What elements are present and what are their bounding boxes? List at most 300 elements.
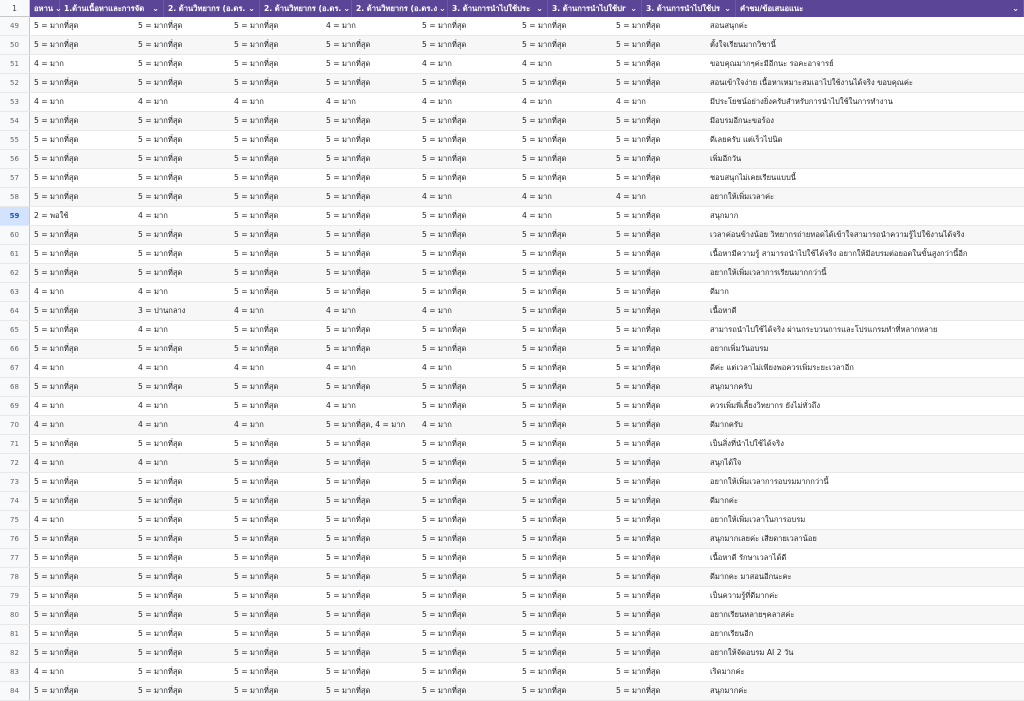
row-number[interactable]: 79 [0, 587, 30, 605]
table-cell[interactable]: 5 = มากที่สุด [138, 629, 183, 638]
table-cell[interactable]: 5 = มากที่สุด [234, 59, 279, 68]
table-cell[interactable]: 5 = มากที่สุด [234, 496, 279, 505]
table-cell[interactable]: 4 = มาก [422, 420, 452, 429]
row-number[interactable]: 71 [0, 435, 30, 453]
table-cell[interactable]: 5 = มากที่สุด [422, 610, 467, 619]
table-cell[interactable]: 5 = มากที่สุด [326, 534, 371, 543]
column-header-5[interactable] [448, 0, 548, 17]
table-cell[interactable]: 4 = มาก [34, 287, 64, 296]
chevron-down-icon[interactable]: ⌄ [439, 4, 446, 13]
row-number[interactable]: 52 [0, 74, 30, 92]
table-cell[interactable]: สามารถนำไปใช้ได้จริง ผ่านกระบวนการและโปรแกรมทำที่หลากหลาย [710, 325, 938, 334]
table-cell[interactable]: 5 = มากที่สุด [34, 344, 79, 353]
table-cell[interactable]: 5 = มากที่สุด [234, 648, 279, 657]
table-cell[interactable]: มีอบรมอีกนะขอร้อง [710, 116, 774, 125]
table-cell[interactable]: 5 = มากที่สุด [616, 477, 661, 486]
table-cell[interactable]: 2 = พอใช้ [34, 211, 69, 220]
table-cell[interactable]: 4 = มาก [616, 192, 646, 201]
table-cell[interactable]: 5 = มากที่สุด [422, 154, 467, 163]
table-cell[interactable]: 5 = มากที่สุด [522, 78, 567, 87]
row-number[interactable]: 62 [0, 264, 30, 282]
row-number[interactable]: 56 [0, 150, 30, 168]
table-cell[interactable]: 5 = มากที่สุด [234, 116, 279, 125]
table-cell[interactable]: 5 = มากที่สุด [138, 59, 183, 68]
row-number[interactable]: 55 [0, 131, 30, 149]
table-cell[interactable]: 5 = มากที่สุด [326, 192, 371, 201]
table-cell[interactable]: 5 = มากที่สุด [34, 21, 79, 30]
table-cell[interactable]: 5 = มากที่สุด [522, 268, 567, 277]
table-cell[interactable]: 5 = มากที่สุด [138, 230, 183, 239]
table-cell[interactable]: 5 = มากที่สุด [34, 306, 79, 315]
table-cell[interactable]: 5 = มากที่สุด [34, 648, 79, 657]
table-cell[interactable]: 5 = มากที่สุด [616, 686, 661, 695]
row-number[interactable]: 64 [0, 302, 30, 320]
table-cell[interactable]: 5 = มากที่สุด [326, 477, 371, 486]
table-cell[interactable]: 5 = มากที่สุด [326, 211, 371, 220]
table-cell[interactable]: 4 = มาก [522, 211, 552, 220]
table-cell[interactable]: 5 = มากที่สุด [234, 154, 279, 163]
table-cell[interactable]: 4 = มาก [138, 325, 168, 334]
row-number[interactable]: 59 [0, 207, 30, 225]
table-cell[interactable]: 5 = มากที่สุด [138, 667, 183, 676]
table-cell[interactable]: 5 = มากที่สุด [34, 477, 79, 486]
row-number[interactable]: 51 [0, 55, 30, 73]
table-cell[interactable]: 5 = มากที่สุด [34, 686, 79, 695]
table-cell[interactable]: 5 = มากที่สุด [616, 401, 661, 410]
column-header-7[interactable] [642, 0, 736, 17]
table-cell[interactable]: 5 = มากที่สุด [34, 610, 79, 619]
table-cell[interactable]: 5 = มากที่สุด [326, 629, 371, 638]
table-cell[interactable]: เนื้อหาดี [710, 306, 737, 315]
table-cell[interactable]: 5 = มากที่สุด [522, 477, 567, 486]
table-cell[interactable]: 5 = มากที่สุด [422, 515, 467, 524]
table-cell[interactable]: 5 = มากที่สุด [138, 192, 183, 201]
table-cell[interactable]: 5 = มากที่สุด [138, 591, 183, 600]
column-header-4[interactable] [352, 0, 448, 17]
table-cell[interactable]: 5 = มากที่สุด [616, 439, 661, 448]
table-cell[interactable]: 5 = มากที่สุด [616, 496, 661, 505]
table-cell[interactable]: 4 = มาก [138, 458, 168, 467]
table-cell[interactable]: ดีมากครับ [710, 420, 743, 429]
table-cell[interactable]: 5 = มากที่สุด [616, 78, 661, 87]
table-cell[interactable]: 5 = มากที่สุด [616, 306, 661, 315]
table-cell[interactable]: 5 = มากที่สุด [234, 325, 279, 334]
table-cell[interactable]: 5 = มากที่สุด [522, 496, 567, 505]
table-cell[interactable]: 5 = มากที่สุด [616, 363, 661, 372]
table-cell[interactable]: 5 = มากที่สุด [522, 230, 567, 239]
table-cell[interactable]: 5 = มากที่สุด [422, 667, 467, 676]
table-cell[interactable]: 5 = มากที่สุด [522, 648, 567, 657]
table-cell[interactable]: อยากให้เพิ่มเวลาการเรียนมากกว่านี้ [710, 268, 827, 277]
table-cell[interactable]: 5 = มากที่สุด [138, 553, 183, 562]
table-cell[interactable]: 5 = มากที่สุด [522, 591, 567, 600]
table-cell[interactable]: 4 = มาก [138, 420, 168, 429]
table-cell[interactable]: 5 = มากที่สุด [522, 534, 567, 543]
table-cell[interactable]: 5 = มากที่สุด [422, 249, 467, 258]
table-cell[interactable]: อยากเรียนหลายๆคลาสค่ะ [710, 610, 795, 619]
table-cell[interactable]: สนุกมากครับ [710, 382, 753, 391]
chevron-down-icon[interactable]: ⌄ [724, 4, 731, 13]
table-cell[interactable]: 5 = มากที่สุด [616, 344, 661, 353]
column-header-1[interactable] [60, 0, 164, 17]
table-cell[interactable]: 5 = มากที่สุด [34, 572, 79, 581]
table-cell[interactable]: 5 = มากที่สุด [138, 40, 183, 49]
table-cell[interactable]: 5 = มากที่สุด [234, 40, 279, 49]
table-cell[interactable]: ดีมากค่ะ [710, 496, 738, 505]
table-cell[interactable]: 5 = มากที่สุด [326, 382, 371, 391]
table-cell[interactable]: 5 = มากที่สุด [522, 667, 567, 676]
table-cell[interactable]: อยากให้เพิ่มเวลาค่ะ [710, 192, 775, 201]
table-cell[interactable]: 5 = มากที่สุด [522, 572, 567, 581]
table-cell[interactable]: 5 = มากที่สุด [234, 382, 279, 391]
row-number[interactable]: 65 [0, 321, 30, 339]
table-cell[interactable]: 5 = มากที่สุด [522, 116, 567, 125]
table-cell[interactable]: 4 = มาก [326, 401, 356, 410]
table-cell[interactable]: เพิ่มอีกวัน [710, 154, 742, 163]
table-cell[interactable]: 5 = มากที่สุด [234, 515, 279, 524]
column-header-2[interactable] [164, 0, 260, 17]
table-cell[interactable]: 5 = มากที่สุด [522, 154, 567, 163]
table-cell[interactable]: 5 = มากที่สุด [234, 458, 279, 467]
table-cell[interactable]: 5 = มากที่สุด [422, 629, 467, 638]
table-cell[interactable]: 5 = มากที่สุด [234, 553, 279, 562]
table-cell[interactable]: 5 = มากที่สุด [234, 249, 279, 258]
table-cell[interactable]: 4 = มาก [34, 515, 64, 524]
table-cell[interactable]: 5 = มากที่สุด [138, 496, 183, 505]
table-cell[interactable]: 5 = มากที่สุด [138, 268, 183, 277]
table-cell[interactable]: 4 = มาก [234, 97, 264, 106]
table-cell[interactable]: 5 = มากที่สุด [326, 553, 371, 562]
table-cell[interactable]: 5 = มากที่สุด [616, 458, 661, 467]
table-cell[interactable]: 5 = มากที่สุด [422, 401, 467, 410]
table-cell[interactable]: มีประโยชน์อย่างยิ่งครับสำหรับการนำไปใช้ในการทำงาน [710, 97, 893, 106]
table-cell[interactable]: 4 = มาก [616, 97, 646, 106]
table-cell[interactable]: เนื้อหาดี รักษาเวลาได้ดี [710, 553, 787, 562]
table-cell[interactable]: อยากให้จัดอบรม AI 2 วัน [710, 648, 794, 657]
table-cell[interactable]: 5 = มากที่สุด [616, 249, 661, 258]
table-cell[interactable]: 5 = มากที่สุด [138, 382, 183, 391]
row-number[interactable]: 84 [0, 682, 30, 700]
table-cell[interactable]: สนุกมากเลยค่ะ เสียดายเวลาน้อย [710, 534, 817, 543]
table-cell[interactable]: 5 = มากที่สุด [616, 667, 661, 676]
table-cell[interactable]: ดีมาก [710, 287, 729, 296]
table-cell[interactable]: 5 = มากที่สุด [326, 268, 371, 277]
table-cell[interactable]: 5 = มากที่สุด [522, 249, 567, 258]
table-cell[interactable]: 4 = มาก [34, 667, 64, 676]
table-cell[interactable]: 5 = มากที่สุด [326, 591, 371, 600]
table-cell[interactable]: 5 = มากที่สุด [422, 173, 467, 182]
table-cell[interactable]: 5 = มากที่สุด [138, 154, 183, 163]
table-cell[interactable]: 5 = มากที่สุด [522, 629, 567, 638]
table-cell[interactable]: 5 = มากที่สุด [522, 40, 567, 49]
table-cell[interactable]: 5 = มากที่สุด [234, 344, 279, 353]
table-cell[interactable]: 4 = มาก [326, 97, 356, 106]
chevron-down-icon[interactable]: ⌄ [248, 4, 255, 13]
table-cell[interactable]: 5 = มากที่สุด [34, 249, 79, 258]
table-cell[interactable]: อยากเพิ่มวันอบรม [710, 344, 769, 353]
table-cell[interactable]: 5 = มากที่สุด [34, 268, 79, 277]
table-cell[interactable]: 5 = มากที่สุด [422, 21, 467, 30]
row-number[interactable]: 63 [0, 283, 30, 301]
row-number[interactable]: 81 [0, 625, 30, 643]
table-cell[interactable]: 5 = มากที่สุด [234, 610, 279, 619]
table-cell[interactable]: 4 = มาก [326, 363, 356, 372]
row-number[interactable]: 67 [0, 359, 30, 377]
table-cell[interactable]: 5 = มากที่สุด [138, 78, 183, 87]
row-number[interactable]: 73 [0, 473, 30, 491]
table-cell[interactable]: 5 = มากที่สุด [522, 686, 567, 695]
table-cell[interactable]: 5 = มากที่สุด [422, 477, 467, 486]
chevron-down-icon[interactable]: ⌄ [630, 4, 637, 13]
table-cell[interactable]: 4 = มาก [138, 211, 168, 220]
table-cell[interactable]: ควรเพิ่มพี่เลี้ยงวิทยากร ยังไม่ทั่วถึง [710, 401, 821, 410]
table-cell[interactable]: 5 = มากที่สุด [522, 325, 567, 334]
table-cell[interactable]: 5 = มากที่สุด [326, 287, 371, 296]
column-header-8[interactable] [736, 0, 1024, 17]
table-cell[interactable]: เป็นความรู้ที่ดีมากค่ะ [710, 591, 779, 600]
table-cell[interactable]: 5 = มากที่สุด [422, 268, 467, 277]
table-cell[interactable]: 4 = มาก [422, 59, 452, 68]
table-cell[interactable]: 5 = มากที่สุด [522, 553, 567, 562]
table-cell[interactable]: 4 = มาก [422, 97, 452, 106]
table-cell[interactable]: เวลาค่อนข้างน้อย วิทยากรถ่ายทอดได้เข้าใจสามารถนำความรู้ไปใช้งานได้จริง [710, 230, 965, 239]
table-cell[interactable]: 4 = มาก [34, 420, 64, 429]
table-cell[interactable]: 5 = มากที่สุด [616, 268, 661, 277]
table-cell[interactable]: 5 = มากที่สุด [326, 173, 371, 182]
table-cell[interactable]: 5 = มากที่สุด [326, 686, 371, 695]
table-cell[interactable]: 5 = มากที่สุด [422, 287, 467, 296]
table-cell[interactable]: 5 = มากที่สุด [138, 610, 183, 619]
row-number[interactable]: 77 [0, 549, 30, 567]
chevron-down-icon[interactable]: ⌄ [1012, 4, 1019, 13]
table-cell[interactable]: 5 = มากที่สุด [616, 325, 661, 334]
table-cell[interactable]: 4 = มาก [34, 59, 64, 68]
table-cell[interactable]: 4 = มาก [522, 97, 552, 106]
table-cell[interactable]: เนื้อหามีความรู้ สามารถนำไปใช้ได้จริง อยากให้มีอบรมต่อยอดในขั้นสูงกว่านี้อีก [710, 249, 968, 258]
table-cell[interactable]: 4 = มาก [522, 192, 552, 201]
table-cell[interactable]: 4 = มาก [234, 363, 264, 372]
table-cell[interactable]: สอนเข้าใจง่าย เนื้อหาเหมาะสมเอาไปใช้งานได้จริง ขอบคุณค่ะ [710, 78, 913, 87]
table-cell[interactable]: 5 = มากที่สุด [522, 21, 567, 30]
table-cell[interactable]: 4 = มาก [34, 97, 64, 106]
table-cell[interactable]: 5 = มากที่สุด [522, 515, 567, 524]
row-number[interactable]: 54 [0, 112, 30, 130]
chevron-down-icon[interactable]: ⌄ [152, 4, 159, 13]
table-cell[interactable]: 5 = มากที่สุด [616, 629, 661, 638]
table-cell[interactable]: 4 = มาก [34, 401, 64, 410]
table-cell[interactable]: 5 = มากที่สุด, 4 = มาก [326, 420, 406, 429]
table-cell[interactable]: 4 = มาก [326, 306, 356, 315]
table-cell[interactable]: 5 = มากที่สุด [422, 439, 467, 448]
table-cell[interactable]: อยากให้เพิ่มเวลาการอบรมมากกว่านี้ [710, 477, 829, 486]
table-cell[interactable]: 5 = มากที่สุด [616, 211, 661, 220]
table-cell[interactable]: 5 = มากที่สุด [422, 344, 467, 353]
table-cell[interactable]: 5 = มากที่สุด [422, 496, 467, 505]
table-cell[interactable]: 5 = มากที่สุด [234, 534, 279, 543]
table-cell[interactable]: 5 = มากที่สุด [138, 477, 183, 486]
table-cell[interactable]: 5 = มากที่สุด [326, 648, 371, 657]
table-cell[interactable]: 5 = มากที่สุด [234, 572, 279, 581]
chevron-down-icon[interactable]: ⌄ [55, 4, 62, 13]
table-cell[interactable]: 5 = มากที่สุด [326, 249, 371, 258]
row-number[interactable]: 82 [0, 644, 30, 662]
table-cell[interactable]: 5 = มากที่สุด [522, 135, 567, 144]
table-cell[interactable]: 5 = มากที่สุด [522, 401, 567, 410]
table-cell[interactable]: 5 = มากที่สุด [326, 610, 371, 619]
table-cell[interactable]: 4 = มาก [422, 363, 452, 372]
table-cell[interactable]: 5 = มากที่สุด [616, 648, 661, 657]
row-number[interactable]: 53 [0, 93, 30, 111]
table-cell[interactable]: 5 = มากที่สุด [34, 629, 79, 638]
table-cell[interactable]: 5 = มากที่สุด [326, 439, 371, 448]
table-cell[interactable]: 5 = มากที่สุด [616, 21, 661, 30]
table-cell[interactable]: 4 = มาก [34, 458, 64, 467]
row-number[interactable]: 57 [0, 169, 30, 187]
column-header-3[interactable] [260, 0, 352, 17]
table-cell[interactable]: เริดมากค่ะ [710, 667, 745, 676]
table-cell[interactable]: 5 = มากที่สุด [616, 515, 661, 524]
corner-cell[interactable]: 1 [0, 0, 30, 17]
table-cell[interactable]: 5 = มากที่สุด [234, 686, 279, 695]
row-number[interactable]: 50 [0, 36, 30, 54]
table-cell[interactable]: 5 = มากที่สุด [616, 382, 661, 391]
table-cell[interactable]: 5 = มากที่สุด [34, 553, 79, 562]
table-cell[interactable]: 5 = มากที่สุด [616, 572, 661, 581]
table-cell[interactable]: 5 = มากที่สุด [616, 173, 661, 182]
table-cell[interactable]: 5 = มากที่สุด [326, 40, 371, 49]
table-cell[interactable]: 5 = มากที่สุด [138, 135, 183, 144]
table-cell[interactable]: ขอบคุณมากๆค่ะมีอีกนะ รอคะอาจารย์ [710, 59, 834, 68]
table-cell[interactable]: 5 = มากที่สุด [138, 173, 183, 182]
table-cell[interactable]: 5 = มากที่สุด [234, 230, 279, 239]
table-cell[interactable]: 5 = มากที่สุด [522, 363, 567, 372]
table-cell[interactable]: 4 = มาก [422, 306, 452, 315]
table-cell[interactable]: 5 = มากที่สุด [616, 135, 661, 144]
table-cell[interactable]: 5 = มากที่สุด [34, 534, 79, 543]
table-cell[interactable]: 5 = มากที่สุด [138, 344, 183, 353]
table-cell[interactable]: 5 = มากที่สุด [422, 382, 467, 391]
table-cell[interactable]: 5 = มากที่สุด [326, 515, 371, 524]
table-cell[interactable]: 5 = มากที่สุด [522, 173, 567, 182]
table-cell[interactable]: 5 = มากที่สุด [34, 78, 79, 87]
table-cell[interactable]: 5 = มากที่สุด [616, 230, 661, 239]
table-cell[interactable]: อยากเรียนอีก [710, 629, 754, 638]
row-number[interactable]: 72 [0, 454, 30, 472]
table-cell[interactable]: 5 = มากที่สุด [326, 667, 371, 676]
table-cell[interactable]: 5 = มากที่สุด [422, 591, 467, 600]
table-cell[interactable]: 5 = มากที่สุด [616, 116, 661, 125]
table-cell[interactable]: สอนสนุกค่ะ [710, 21, 748, 30]
table-cell[interactable]: 5 = มากที่สุด [138, 648, 183, 657]
table-cell[interactable]: 5 = มากที่สุด [234, 268, 279, 277]
table-cell[interactable]: 5 = มากที่สุด [234, 78, 279, 87]
table-cell[interactable]: 5 = มากที่สุด [234, 439, 279, 448]
table-cell[interactable]: 5 = มากที่สุด [34, 496, 79, 505]
row-number[interactable]: 69 [0, 397, 30, 415]
table-cell[interactable]: 5 = มากที่สุด [616, 154, 661, 163]
table-cell[interactable]: 4 = มาก [234, 420, 264, 429]
table-cell[interactable]: 5 = มากที่สุด [34, 192, 79, 201]
table-cell[interactable]: 5 = มากที่สุด [138, 534, 183, 543]
table-cell[interactable]: ดีมากคะ มาสอนอีกนะคะ [710, 572, 792, 581]
table-cell[interactable]: 5 = มากที่สุด [616, 610, 661, 619]
table-cell[interactable]: 5 = มากที่สุด [326, 230, 371, 239]
table-cell[interactable]: 5 = มากที่สุด [34, 40, 79, 49]
table-cell[interactable]: 5 = มากที่สุด [34, 154, 79, 163]
row-number[interactable]: 80 [0, 606, 30, 624]
table-cell[interactable]: 5 = มากที่สุด [138, 116, 183, 125]
row-number[interactable]: 70 [0, 416, 30, 434]
table-cell[interactable]: สนุกได้ใจ [710, 458, 742, 467]
table-cell[interactable]: 5 = มากที่สุด [422, 116, 467, 125]
table-cell[interactable]: 5 = มากที่สุด [34, 382, 79, 391]
table-cell[interactable]: 5 = มากที่สุด [234, 629, 279, 638]
table-cell[interactable]: 5 = มากที่สุด [34, 591, 79, 600]
table-cell[interactable]: 5 = มากที่สุด [422, 325, 467, 334]
table-cell[interactable]: ชอบสนุกไม่เคยเรียนแบบนี้ [710, 173, 796, 182]
table-cell[interactable]: 5 = มากที่สุด [422, 572, 467, 581]
table-cell[interactable]: 5 = มากที่สุด [422, 534, 467, 543]
table-cell[interactable]: สนุกมาก [710, 211, 739, 220]
table-cell[interactable]: ดีค่ะ แต่เวลาไม่เพียงพอควรเพิ่มระยะเวลาอีก [710, 363, 854, 372]
table-cell[interactable]: 5 = มากที่สุด [522, 610, 567, 619]
table-cell[interactable]: 5 = มากที่สุด [422, 553, 467, 562]
table-cell[interactable]: สนุกมากค่ะ [710, 686, 748, 695]
row-number[interactable]: 75 [0, 511, 30, 529]
table-cell[interactable]: 5 = มากที่สุด [616, 59, 661, 68]
table-cell[interactable]: 5 = มากที่สุด [422, 648, 467, 657]
table-cell[interactable]: 4 = มาก [234, 306, 264, 315]
table-cell[interactable]: 5 = มากที่สุด [522, 458, 567, 467]
row-number[interactable]: 74 [0, 492, 30, 510]
table-cell[interactable]: 5 = มากที่สุด [522, 287, 567, 296]
table-cell[interactable]: อยากให้เพิ่มเวลาในการอบรม [710, 515, 806, 524]
table-cell[interactable]: ตั้งใจเรียนมากวิชานี้ [710, 40, 776, 49]
table-cell[interactable]: 5 = มากที่สุด [138, 515, 183, 524]
chevron-down-icon[interactable]: ⌄ [536, 4, 543, 13]
table-cell[interactable]: 5 = มากที่สุด [326, 325, 371, 334]
table-cell[interactable]: เป็นสิ่งที่นำไปใช้ได้จริง [710, 439, 784, 448]
table-cell[interactable]: 4 = มาก [138, 97, 168, 106]
row-number[interactable]: 76 [0, 530, 30, 548]
table-cell[interactable]: 5 = มากที่สุด [522, 420, 567, 429]
table-cell[interactable]: 5 = มากที่สุด [422, 78, 467, 87]
table-cell[interactable]: 5 = มากที่สุด [138, 249, 183, 258]
row-number[interactable]: 49 [0, 17, 30, 35]
table-cell[interactable]: 5 = มากที่สุด [138, 439, 183, 448]
table-cell[interactable]: 5 = มากที่สุด [234, 591, 279, 600]
table-cell[interactable]: 5 = มากที่สุด [522, 382, 567, 391]
row-number[interactable]: 58 [0, 188, 30, 206]
table-cell[interactable]: 5 = มากที่สุด [234, 21, 279, 30]
table-cell[interactable]: 5 = มากที่สุด [234, 287, 279, 296]
table-cell[interactable]: 5 = มากที่สุด [326, 154, 371, 163]
table-cell[interactable]: 4 = มาก [138, 363, 168, 372]
table-cell[interactable]: 5 = มากที่สุด [34, 173, 79, 182]
table-cell[interactable]: 5 = มากที่สุด [234, 192, 279, 201]
table-cell[interactable]: 5 = มากที่สุด [422, 230, 467, 239]
table-cell[interactable]: 5 = มากที่สุด [326, 572, 371, 581]
table-cell[interactable]: 5 = มากที่สุด [522, 439, 567, 448]
table-cell[interactable]: 5 = มากที่สุด [616, 420, 661, 429]
table-cell[interactable]: 5 = มากที่สุด [522, 344, 567, 353]
table-cell[interactable]: 4 = มาก [138, 287, 168, 296]
table-cell[interactable]: 3 = ปานกลาง [138, 306, 186, 315]
table-cell[interactable]: 5 = มากที่สุด [522, 306, 567, 315]
table-cell[interactable]: 4 = มาก [326, 21, 356, 30]
table-cell[interactable]: 5 = มากที่สุด [34, 325, 79, 334]
table-cell[interactable]: 5 = มากที่สุด [138, 572, 183, 581]
